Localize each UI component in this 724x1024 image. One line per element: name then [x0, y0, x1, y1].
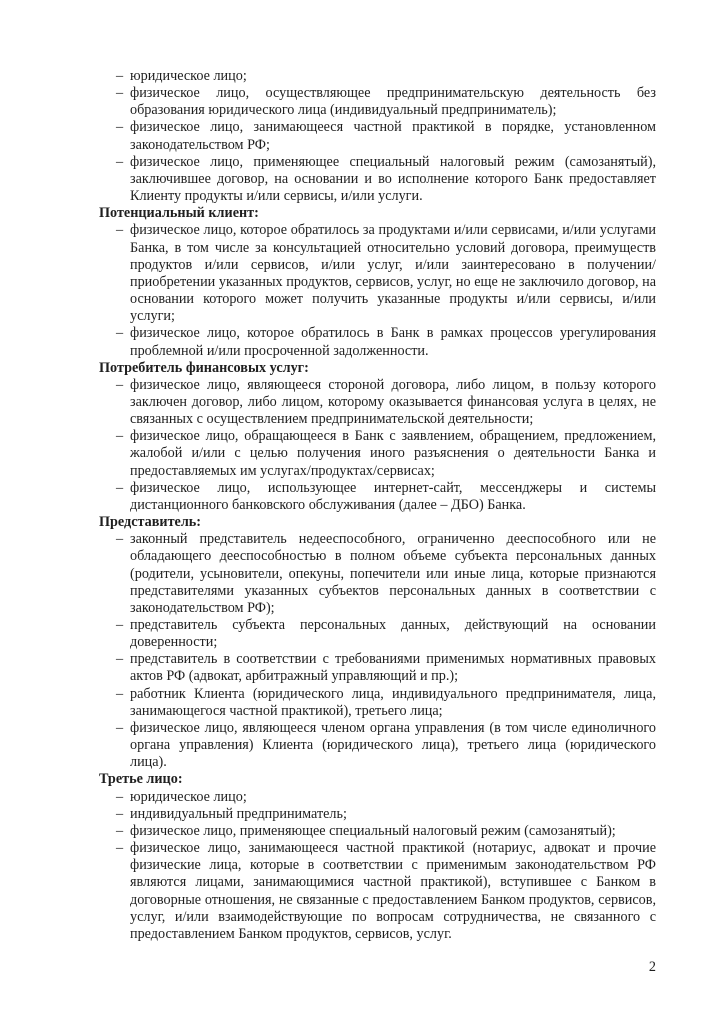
definition-item	[99, 377, 656, 428]
definition-item	[99, 428, 656, 479]
definition-text: физическое лицо, применяющее специальный налоговый режим (самозанятый);	[130, 822, 616, 839]
definition-item	[99, 789, 656, 806]
definition-text: физическое лицо, занимающееся частной практикой (нотариус, адвокат и прочие физические лица, которые в соответствии с применимым законодательством РФ являются лицами, занимающимися частной практикой), вступившее с Банком в договорные отношения, не связанные с предоставлением Банком продуктов, сервисов, услуг, и/или взаимодействующие по вопросам сотрудничества, не связанного с предоставлением Банком продуктов, сервисов, услуг.	[130, 840, 656, 942]
definition-text: физическое лицо, которое обратилось за продуктами и/или сервисами, и/или услугами Банка, в том числе за консультацией относительно условий договора, преимуществ продуктов и/или сервисов, и/или услуг, и/или заинтересовано в получении/приобретении указанных продуктов, сервисов, услуг, но еще не заключило договор, на основании которого может получить указанные продукты и/или сервисы, и/или услуги;	[130, 222, 656, 325]
definition-item	[99, 720, 656, 771]
definition-text: юридическое лицо;	[130, 788, 247, 805]
section-heading: Третье лицо:	[99, 771, 183, 788]
bullet-dash: –	[116, 428, 124, 445]
bullet-dash: –	[116, 85, 124, 102]
definition-item	[99, 325, 656, 359]
bullet-dash: –	[116, 719, 124, 736]
definition-text: физическое лицо, являющееся членом органа управления (в том числе единоличного органа управления) Клиента (юридического лица), третьего лица (юридического лица).	[130, 719, 656, 771]
definition-text: физическое лицо, занимающееся частной практикой в порядке, установленном законодательством РФ;	[130, 119, 656, 153]
definition-text: законный представитель недееспособного, ограниченно дееспособного или не обладающего дееспособностью в полном объеме субъекта персональных данных (родители, усыновители, опекуны, попечители или иные лица, которые признаются представителями указанных субъектов персональных данных в соответствии с законодательством РФ);	[130, 531, 656, 616]
definition-item	[99, 531, 656, 617]
definition-item	[99, 840, 656, 943]
section-heading: Потенциальный клиент:	[99, 205, 259, 222]
definition-item	[99, 154, 656, 205]
definition-list	[99, 531, 656, 771]
definition-item	[99, 480, 656, 514]
definition-text: физическое лицо, применяющее специальный налоговый режим (самозанятый), заключившее договор, на основании и во исполнение которого Банк предоставляет Клиенту продукты и/или сервисы, и/или услуги.	[130, 153, 656, 205]
definition-text: представитель в соответствии с требованиями применимых нормативных правовых актов РФ (адвокат, арбитражный управляющий и пр.);	[130, 651, 656, 685]
definition-item	[99, 85, 656, 119]
bullet-dash: –	[116, 68, 124, 84]
definition-item	[99, 222, 656, 325]
bullet-dash: –	[116, 617, 124, 633]
bullet-dash: –	[116, 119, 124, 136]
definition-list	[99, 222, 656, 359]
definition-list	[99, 68, 656, 205]
bullet-dash: –	[116, 805, 124, 822]
bullet-dash: –	[116, 153, 124, 170]
definition-text: индивидуальный предприниматель;	[130, 805, 347, 822]
section-heading: Представитель:	[99, 514, 202, 531]
definition-item	[99, 686, 656, 720]
page-number: 2	[648, 959, 656, 975]
definition-item	[99, 823, 656, 840]
document-body	[99, 68, 656, 943]
definition-list	[99, 789, 656, 943]
bullet-dash: –	[116, 822, 124, 839]
definition-list	[99, 377, 656, 514]
bullet-dash: –	[116, 651, 124, 668]
definition-item	[99, 617, 656, 651]
bullet-dash: –	[116, 531, 124, 548]
bullet-dash: –	[116, 222, 124, 239]
section-heading: Потребитель финансовых услуг:	[99, 359, 309, 376]
definition-text: представитель субъекта персональных данных, действующий на основании доверенности;	[130, 617, 656, 651]
definition-item	[99, 806, 656, 823]
definition-text: физическое лицо, являющееся стороной договора, либо лицом, в пользу которого заключен договор, либо лицом, которому оказывается финансовая услуга в целях, не связанных с осуществлением предпринимательской деятельности;	[130, 376, 656, 428]
bullet-dash: –	[116, 840, 124, 857]
definition-text: физическое лицо, осуществляющее предпринимательскую деятельность без образования юридического лица (индивидуальный предприниматель);	[130, 85, 656, 119]
definition-text: физическое лицо, которое обратилось в Банк в рамках процессов урегулирования проблемной и/или просроченной задолженности.	[130, 325, 656, 359]
definition-item	[99, 119, 656, 153]
definition-item	[99, 651, 656, 685]
bullet-dash: –	[116, 479, 124, 496]
bullet-dash: –	[116, 788, 124, 805]
definition-item	[99, 68, 656, 85]
definition-text: работник Клиента (юридического лица, индивидуального предпринимателя, лица, занимающегося частной практикой), третьего лица;	[130, 685, 656, 719]
bullet-dash: –	[116, 325, 124, 342]
definition-text: физическое лицо, обращающееся в Банк с заявлением, обращением, предложением, жалобой и/или с целью получения иного разъяснения о деятельности Банка и предоставляемых им услугах/продуктах/сервисах;	[130, 428, 656, 479]
definition-text: физическое лицо, использующее интернет-сайт, мессенджеры и системы дистанционного банковского обслуживания (далее – ДБО) Банка.	[130, 479, 656, 513]
bullet-dash: –	[116, 685, 124, 702]
bullet-dash: –	[116, 376, 124, 393]
definition-text: юридическое лицо;	[130, 68, 247, 84]
